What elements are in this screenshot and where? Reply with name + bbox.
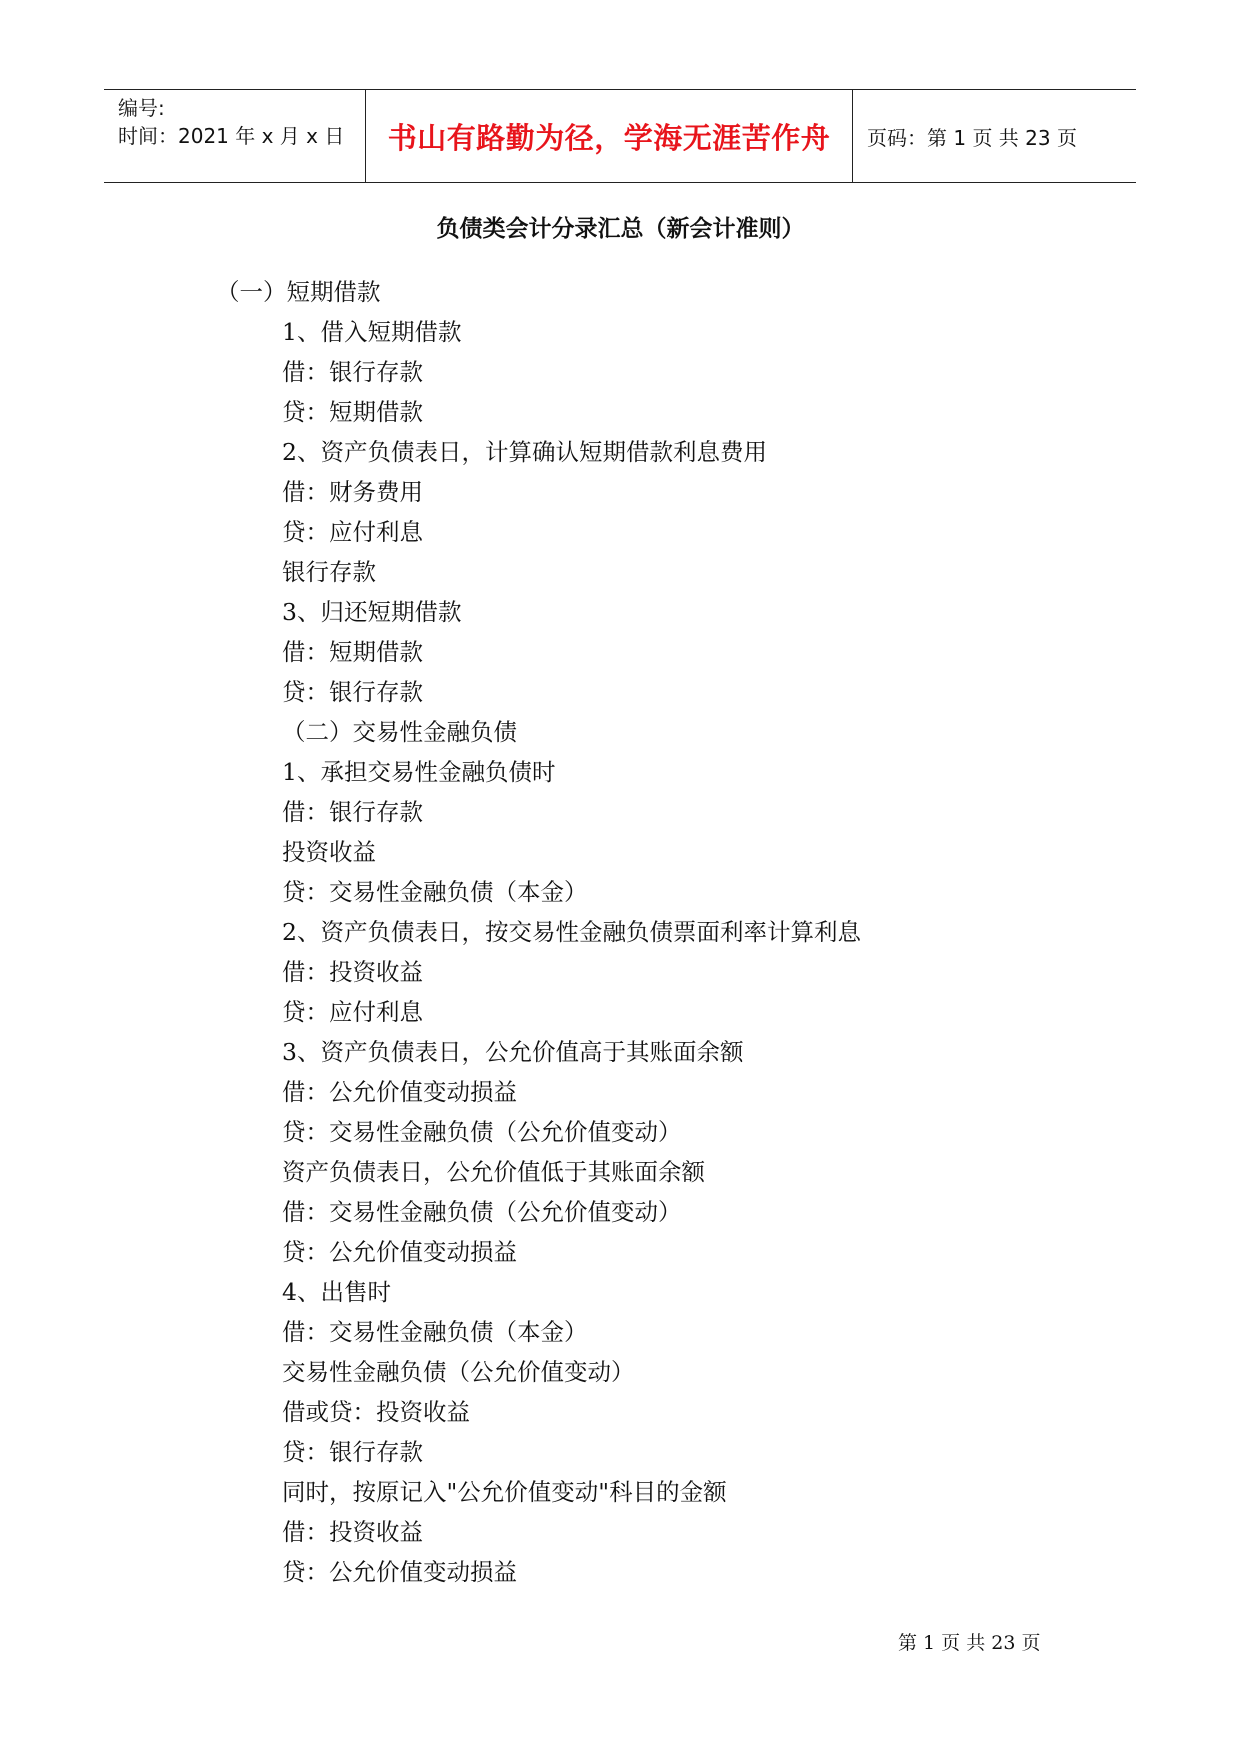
section-heading: （一）短期借款 <box>216 278 381 306</box>
section-heading: （二）交易性金融负债 <box>282 718 517 746</box>
document-number-label: 编号: <box>118 96 165 120</box>
entry-line: 3、归还短期借款 <box>282 598 462 626</box>
entry-line: 3、资产负债表日，公允价值高于其账面余额 <box>282 1038 744 1066</box>
entry-line: 1、借入短期借款 <box>282 318 462 346</box>
document-time-label: 时间：2021 年 x 月 x 日 <box>118 124 345 148</box>
header-motto-cell <box>366 90 853 182</box>
entry-line: 贷：公允价值变动损益 <box>282 1238 517 1266</box>
header-page-cell <box>853 90 1136 182</box>
entry-line: 贷：交易性金融负债（本金） <box>282 878 588 906</box>
entry-line: 借：投资收益 <box>282 958 423 986</box>
entry-line: 借：交易性金融负债（本金） <box>282 1318 588 1346</box>
entry-line: 贷：应付利息 <box>282 998 423 1026</box>
entry-line: 2、资产负债表日，按交易性金融负债票面利率计算利息 <box>282 918 861 946</box>
entry-line: 资产负债表日，公允价值低于其账面余额 <box>282 1158 705 1186</box>
page-footer: 第 1 页 共 23 页 <box>898 1632 1041 1654</box>
entry-line: 借：公允价值变动损益 <box>282 1078 517 1106</box>
entry-line: 交易性金融负债（公允价值变动） <box>282 1358 635 1386</box>
entry-line: 借：财务费用 <box>282 478 423 506</box>
entry-line: 借或贷：投资收益 <box>282 1398 470 1426</box>
entry-line: 投资收益 <box>282 838 376 866</box>
document-title: 负债类会计分录汇总（新会计准则） <box>436 216 805 242</box>
motto-text: 书山有路勤为径，学海无涯苦作舟 <box>387 120 831 155</box>
entry-line: 银行存款 <box>282 558 376 586</box>
entry-line: 贷：银行存款 <box>282 1438 423 1466</box>
entry-line: 贷：短期借款 <box>282 398 423 426</box>
header-table <box>104 89 1136 183</box>
entry-line: 贷：银行存款 <box>282 678 423 706</box>
entry-line: 同时，按原记入"公允价值变动"科目的金额 <box>282 1478 727 1506</box>
entry-line: 借：投资收益 <box>282 1518 423 1546</box>
entry-line: 贷：交易性金融负债（公允价值变动） <box>282 1118 682 1146</box>
entry-line: 贷：应付利息 <box>282 518 423 546</box>
entry-line: 借：银行存款 <box>282 798 423 826</box>
entry-line: 借：交易性金融负债（公允价值变动） <box>282 1198 682 1226</box>
header-left-cell <box>104 90 366 182</box>
header-page-info: 页码：第 1 页 共 23 页 <box>867 125 1077 150</box>
entry-line: 4、出售时 <box>282 1278 391 1306</box>
entry-line: 贷：公允价值变动损益 <box>282 1558 517 1586</box>
entry-line: 2、资产负债表日，计算确认短期借款利息费用 <box>282 438 767 466</box>
entry-line: 借：银行存款 <box>282 358 423 386</box>
entry-line: 1、承担交易性金融负债时 <box>282 758 556 786</box>
entry-line: 借：短期借款 <box>282 638 423 666</box>
